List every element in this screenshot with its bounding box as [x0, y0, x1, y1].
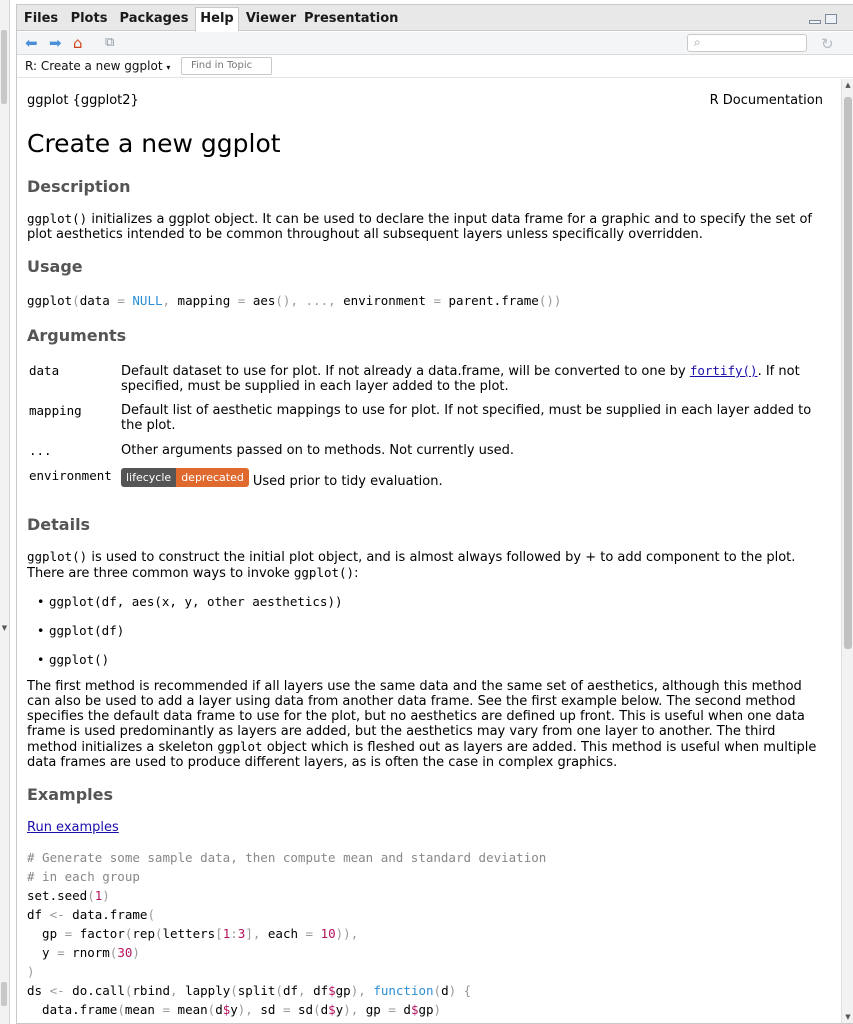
examples-heading: Examples — [27, 785, 114, 804]
arg-desc-text: Used prior to tidy evaluation. — [252, 474, 443, 489]
arguments-heading: Arguments — [27, 326, 127, 345]
usage-code: ggplot(data = NULL, mapping = aes(), ..., environment = parent.frame()) — [27, 293, 562, 308]
description-heading: Description — [27, 177, 131, 196]
details-text: : — [354, 566, 359, 581]
refresh-icon[interactable]: ↻ — [821, 35, 834, 53]
tab-help[interactable]: Help — [195, 7, 239, 32]
page-title: Create a new ggplot — [27, 129, 281, 158]
fortify-link[interactable]: fortify() — [689, 363, 758, 378]
tab-presentation[interactable]: Presentation — [304, 11, 399, 26]
details-heading: Details — [27, 515, 91, 534]
inline-code: ggplot() — [293, 565, 355, 580]
pane-tab-bar — [17, 5, 853, 31]
scroll-down-icon[interactable]: ▼ — [845, 1013, 851, 1021]
details-paragraph-2 — [27, 679, 825, 770]
arg-desc-dots: Other arguments passed on to methods. Not currently used. — [121, 443, 515, 458]
tab-packages[interactable]: Packages — [119, 11, 189, 26]
help-toolbar — [17, 32, 853, 55]
lifecycle-badge[interactable] — [121, 468, 249, 487]
list-item: • ggplot(df) — [49, 623, 124, 638]
example-code-block: # Generate some sample data, then compute mean and standard deviation # in each group set.seed(1) df <- data.frame( gp = factor(rep(letters[1:3], each = 10)), y = rnorm(30) ) ds <- do.call(rbind, lapply(split(df, df$gp), function(d) { data.frame(mean = mean(d$y), sd = sd(d$y), gp = d$gp) — [27, 850, 547, 1017]
help-document — [27, 79, 827, 1023]
arg-name-data: data — [29, 363, 60, 378]
arg-desc-text: Default dataset to use for plot. If not already a data.frame, will be converted to one by — [121, 364, 690, 379]
back-arrow-icon[interactable]: ⬅ — [25, 34, 38, 52]
tab-viewer[interactable]: Viewer — [245, 11, 297, 26]
arg-name-dots: ... — [29, 443, 52, 458]
arg-desc-mapping: Default list of aesthetic mappings to use for plot. If not specified, must be supplied in each layer added to the plot. — [121, 403, 812, 433]
arg-name-environment: environment — [29, 468, 112, 483]
left-scroll-arrow-icon[interactable]: ▼ — [1, 624, 8, 632]
inline-code: ggplot — [217, 739, 263, 754]
topic-title: R: Create a new ggplot — [25, 59, 163, 73]
arg-desc-data — [121, 363, 827, 394]
left-pane-edge — [0, 0, 10, 1024]
badge-right: deprecated — [176, 468, 249, 487]
inline-code: ggplot() — [27, 211, 88, 226]
arg-desc-text: . If not specified, must be supplied in each layer added to the plot. — [121, 364, 800, 394]
badge-left: lifecycle — [121, 468, 176, 487]
scroll-up-icon[interactable]: ▲ — [845, 81, 851, 89]
help-topic-bar — [17, 56, 853, 78]
left-scroll-thumb[interactable] — [1, 30, 7, 104]
inline-code: ggplot() — [27, 549, 88, 564]
details-text: The first method is recommended if all layers use the same data and the same set of aesthetics, although this method can also be used to add a layer using data from another data frame. See the first example below. The second method specifies the default data frame to use for the plot, but no aesthetics are defined up front. This is useful when one data frame is used predominantly as layers are added, but the aesthetics may vary from one layer to another. The third method initializes a skeleton — [27, 679, 805, 755]
left-scroll-thumb-lower[interactable] — [1, 982, 7, 1006]
details-text: is used to construct the initial plot object, and is almost always followed by + to add component to the plot. There are three common ways to invoke — [27, 550, 796, 581]
doc-package-label: ggplot {ggplot2} — [27, 93, 139, 108]
description-body: initializes a ggplot object. It can be used to declare the input data frame for a graphic and to specify the set of plot aesthetics intended to be common throughout all subsequent layers unless specifically overridden. — [27, 212, 813, 242]
topic-dropdown[interactable] — [25, 59, 170, 73]
details-paragraph-1 — [27, 549, 825, 581]
arg-name-mapping: mapping — [29, 403, 82, 418]
tab-plots[interactable]: Plots — [70, 11, 108, 26]
run-examples-link[interactable]: Run examples — [27, 820, 119, 835]
doc-source-label: R Documentation — [709, 93, 823, 108]
help-search-input[interactable] — [687, 34, 807, 52]
home-icon[interactable]: ⌂ — [73, 34, 83, 52]
content-scroll-thumb[interactable] — [844, 97, 852, 649]
arg-desc-environment — [121, 468, 827, 489]
chevron-down-icon: ▾ — [166, 63, 171, 72]
list-item: • ggplot() — [49, 652, 109, 667]
popout-icon[interactable]: ⧉ — [105, 35, 115, 50]
minimize-pane-icon[interactable] — [809, 20, 821, 24]
details-text: object which is fleshed out as layers are added. This method is useful when multiple data frames are used to produce different layers, as is often the case in complex graphics. — [27, 740, 817, 770]
search-icon: ⌕ — [694, 35, 701, 49]
tab-files[interactable]: Files — [23, 11, 59, 26]
maximize-pane-icon[interactable] — [825, 14, 837, 24]
run-examples-row — [27, 820, 825, 835]
content-scrollbar[interactable] — [841, 79, 853, 1023]
pane-window-controls — [809, 14, 837, 24]
description-text — [27, 211, 825, 242]
list-item: • ggplot(df, aes(x, y, other aesthetics)) — [49, 594, 343, 609]
help-pane — [16, 4, 853, 1024]
forward-arrow-icon[interactable]: ➡ — [49, 34, 62, 52]
find-in-topic-input[interactable]: Find in Topic — [181, 57, 272, 75]
usage-heading: Usage — [27, 257, 83, 276]
